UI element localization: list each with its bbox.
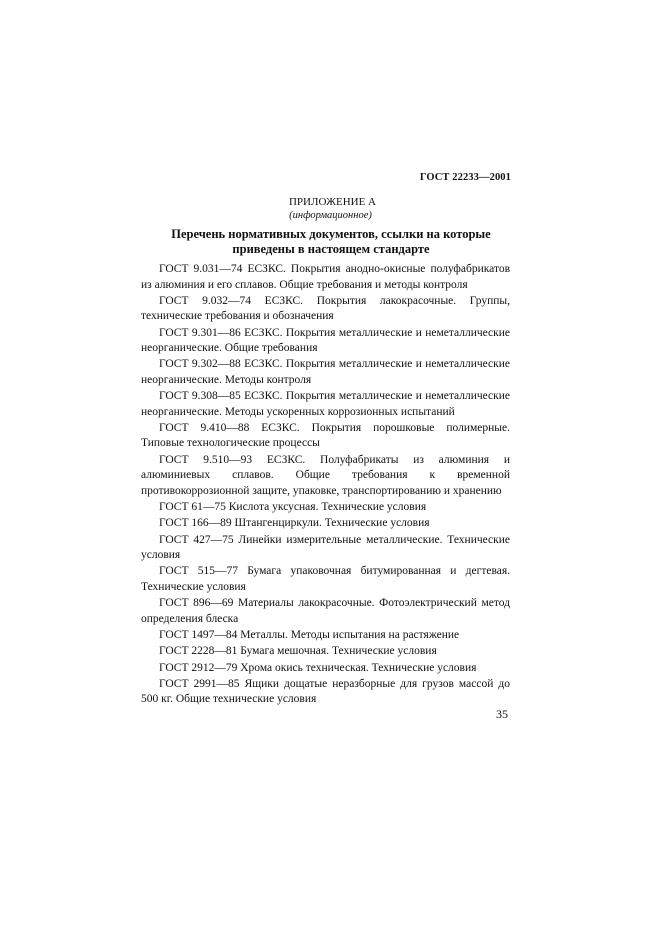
- reference-entry: ГОСТ 61—75 Кислота уксусная. Технические условия: [159, 501, 427, 514]
- document-code: ГОСТ 22233—2001: [419, 172, 511, 183]
- reference-entry: ГОСТ 896—69 Материалы лакокрасочные. Фотоэлектрический метод определения блеска: [141, 597, 510, 625]
- reference-entry: ГОСТ 9.031—74 ЕСЗКС. Покрытия анодно-окисные полуфабрикатов из алюминия и его сплавов. Общие требования и методы контроля: [141, 263, 510, 291]
- reference-entry: ГОСТ 515—77 Бумага упаковочная битумированная и дегтевая. Технические условия: [141, 565, 510, 593]
- appendix-title: [0, 196, 661, 222]
- section-heading-line: приведены в настоящем стандарте: [232, 242, 430, 256]
- reference-entry: ГОСТ 166—89 Штангенциркули. Технические условия: [159, 517, 430, 530]
- reference-list: [141, 262, 510, 709]
- reference-entry: ГОСТ 9.302—88 ЕСЗКС. Покрытия металлические и неметаллические неорганические. Методы контроля: [141, 358, 510, 386]
- reference-entry: ГОСТ 9.410—88 ЕСЗКС. Покрытия порошковые полимерные. Типовые технологические процессы: [141, 421, 510, 450]
- reference-entry: ГОСТ 2991—85 Ящики дощатые неразборные для грузов массой до 500 кг. Общие технические условия: [141, 677, 510, 706]
- reference-entry: ГОСТ 1497—84 Металлы. Методы испытания на растяжение: [159, 629, 460, 642]
- reference-entry: ГОСТ 9.510—93 ЕСЗКС. Полуфабрикаты из алюминия и алюминиевых сплавов. Общие требования к временной противокоррозионной защите, упаковке, транспортированию и хранению: [141, 453, 510, 497]
- section-heading-line: Перечень нормативных документов, ссылки на которые: [171, 227, 491, 241]
- section-heading: [145, 227, 517, 257]
- reference-entry: ГОСТ 9.301—86 ЕСЗКС. Покрытия металлические и неметаллические неорганические. Общие требования: [141, 326, 510, 355]
- reference-entry: ГОСТ 427—75 Линейки измерительные металлические. Технические условия: [141, 533, 510, 562]
- reference-entry: ГОСТ 9.032—74 ЕСЗКС. Покрытия лакокрасочные. Группы, технические требования и обозначения: [141, 294, 510, 323]
- page-number: 35: [496, 707, 508, 721]
- appendix-note: (информационное): [289, 210, 372, 221]
- reference-entry: ГОСТ 2228—81 Бумага мешочная. Технические условия: [159, 645, 437, 658]
- appendix-label: ПРИЛОЖЕНИЕ А: [288, 196, 376, 208]
- reference-entry: ГОСТ 2912—79 Хрома окись техническая. Технические условия: [159, 661, 477, 674]
- reference-entry: ГОСТ 9.308—85 ЕСЗКС. Покрытия металлические и неметаллические неорганические. Методы ускоренных коррозионных испытаний: [141, 390, 510, 418]
